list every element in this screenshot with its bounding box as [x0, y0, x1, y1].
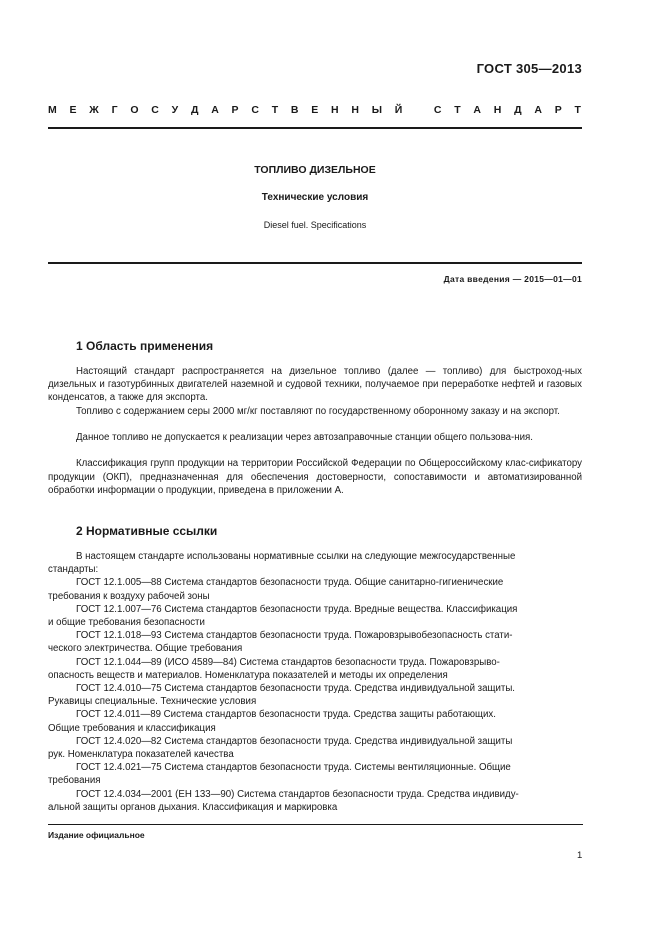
reference-line: альной защиты органов дыхания. Классификация и маркировка [48, 801, 338, 813]
title-divider [48, 262, 582, 264]
reference-line: Рукавицы специальные. Технические условия [48, 696, 257, 708]
banner-letter: Т [271, 104, 279, 116]
banner-letter: Р [231, 104, 239, 116]
banner-letter: Й [394, 104, 403, 116]
banner-word-gap [415, 104, 421, 116]
banner-letter: О [130, 104, 139, 116]
banner-letter: Н [331, 104, 339, 116]
reference-line: В настоящем стандарте использованы нормативные ссылки на следующие межгосударственные [76, 551, 516, 562]
banner-letter: Т [574, 104, 581, 116]
banner-letter: Ж [89, 104, 99, 116]
section-1-paragraph: Классификация групп продукции на территории Российской Федерации по Общероссийскому клас-сификатору продукции (ОКП), предназначенная для обеспечения достоверности, сопоставимости и автоматизированной обработки информации о продукции, приведена в приложении А. [48, 458, 582, 496]
reference-line: ГОСТ 12.4.020—82 Система стандартов безопасности труда. Средства индивидуальной защиты [76, 735, 513, 747]
banner-letter: С [151, 104, 159, 116]
header-divider [48, 127, 582, 129]
interstate-standard-banner [48, 104, 581, 116]
document-title-english: Diesel fuel. Specifications [263, 220, 367, 230]
reference-line: ГОСТ 12.4.010—75 Система стандартов безопасности труда. Средства индивидуальной защиты. [76, 683, 515, 695]
banner-letter: С [433, 104, 442, 116]
reference-line: ГОСТ 12.4.034—2001 (ЕН 133—90) Система стандартов безопасности труда. Средства индивиду- [76, 788, 519, 800]
reference-line: ГОСТ 12.4.011—89 Система стандартов безопасности труда. Средства защиты работающих. [76, 709, 496, 721]
reference-line: рук. Номенклатура показателей качества [48, 749, 234, 761]
banner-letter: А [473, 104, 481, 116]
footer-divider [48, 824, 583, 825]
banner-letter: М [48, 104, 57, 116]
banner-letter: В [290, 104, 299, 116]
banner-letter: Т [454, 104, 461, 116]
section-2-heading: 2 Нормативные ссылки [76, 524, 218, 538]
document-number: ГОСТ 305—2013 [476, 61, 582, 76]
section-1-heading: 1 Область применения [76, 339, 214, 353]
introduction-date: Дата введения — 2015—01—01 [443, 274, 582, 284]
reference-line: требования к воздуху рабочей зоны [48, 590, 210, 602]
reference-line: Общие требования и классификация [48, 722, 216, 734]
banner-letter: Е [311, 104, 319, 116]
banner-letter: Е [69, 104, 77, 116]
banner-letter: А [211, 104, 219, 116]
banner-letter: Н [493, 104, 502, 116]
banner-letter: А [534, 104, 542, 116]
reference-line: стандарты: [48, 564, 99, 576]
banner-letter: Ы [371, 104, 383, 116]
reference-line: ГОСТ 12.1.044—89 (ИСО 4589—84) Система стандартов безопасности труда. Пожаровзрыво- [76, 656, 500, 668]
banner-letter: Г [111, 104, 118, 116]
official-edition-note: Издание официальное [48, 830, 145, 840]
reference-line: требования [48, 775, 101, 787]
reference-line: ГОСТ 12.1.007—76 Система стандартов безопасности труда. Вредные вещества. Классификация [76, 603, 518, 615]
reference-line: и общие требования безопасности [48, 617, 205, 629]
section-1-paragraph: Топливо с содержанием серы 2000 мг/кг поставляют по государственному оборонному заказу и на экспорт. [76, 405, 560, 417]
section-1-paragraph: Данное топливо не допускается к реализации через автозаправочные станции общего пользова-ния. [76, 432, 533, 443]
normative-references-list [48, 550, 582, 814]
document-subtitle: Технические условия [261, 192, 369, 203]
page-number: 1 [577, 850, 583, 861]
reference-line: ческого электричества. Общие требования [48, 643, 243, 655]
reference-line: ГОСТ 12.4.021—75 Система стандартов безопасности труда. Системы вентиляционные. Общие [76, 762, 511, 774]
banner-letter: Д [190, 104, 199, 116]
reference-line: опасность веществ и материалов. Номенклатура показателей и методы их определения [48, 669, 448, 681]
banner-letter: Р [554, 104, 562, 116]
banner-letter: С [251, 104, 259, 116]
banner-letter: У [171, 104, 179, 116]
banner-letter: Д [514, 104, 522, 116]
document-title: ТОПЛИВО ДИЗЕЛЬНОЕ [254, 164, 376, 176]
reference-line: ГОСТ 12.1.005—88 Система стандартов безопасности труда. Общие санитарно-гигиенические [76, 577, 504, 589]
reference-line: ГОСТ 12.1.018—93 Система стандартов безопасности труда. Пожаровзрывобезопасность стати- [76, 630, 513, 642]
section-1-paragraph: Настоящий стандарт распространяется на дизельное топливо (далее — топливо) для быстроход-ных дизельных и газотурбинных двигателей наземной и судовой техники, получаемое при переработке нефтей и газовых конденсатов, а также для экспорта. [48, 366, 582, 404]
banner-letter: Н [351, 104, 359, 116]
